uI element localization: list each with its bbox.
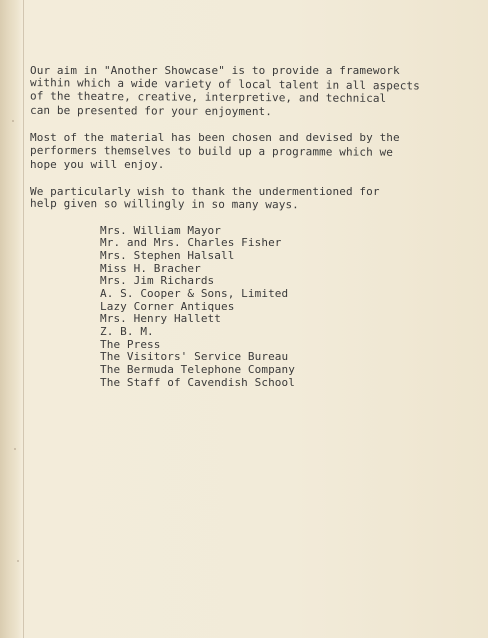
text-line: We particularly wish to thank the undermentioned for (30, 184, 380, 198)
list-item: Lazy Corner Antiques (100, 299, 235, 313)
material-paragraph (30, 131, 470, 172)
text-line: within which a wide variety of local talent in all aspects (29, 75, 420, 92)
list-item: The Press (100, 337, 161, 351)
list-item: Mrs. Jim Richards (100, 274, 215, 288)
text-line: hope you will enjoy. (30, 158, 165, 171)
paper-speck (17, 560, 19, 562)
paper-speck (14, 448, 16, 450)
list-item: Mrs. Henry Hallett (100, 312, 222, 326)
text-line: help given so willingly in so many ways. (29, 196, 299, 212)
typed-text (30, 64, 470, 389)
text-line: Most of the material has been chosen and devised by the (30, 131, 400, 144)
list-item: The Staff of Cavendish School (100, 375, 295, 389)
list-item: Mrs. Stephen Halsall (100, 248, 235, 262)
list-item: Z. B. M. (100, 325, 154, 338)
list-item: The Bermuda Telephone Company (100, 363, 295, 377)
list-item: Mrs. William Mayor (100, 223, 222, 237)
thanks-paragraph (30, 185, 470, 212)
text-line: performers themselves to build up a programme which we (29, 143, 394, 159)
intro-paragraph (30, 64, 470, 118)
text-line: Our aim in "Another Showcase" is to provide a framework (30, 64, 400, 77)
acknowledgements-list (30, 225, 470, 390)
fold-line (23, 0, 24, 638)
list-item: Miss H. Bracher (100, 261, 201, 275)
list-item: Mr. and Mrs. Charles Fisher (100, 236, 282, 250)
binding-edge (0, 0, 22, 638)
text-line: can be presented for your enjoyment. (29, 103, 273, 118)
list-item: The Visitors' Service Bureau (100, 350, 289, 364)
paper-speck (12, 120, 14, 122)
list-item: A. S. Cooper & Sons, Limited (100, 286, 289, 300)
text-line: of the theatre, creative, interpretive, and technical (29, 89, 387, 105)
